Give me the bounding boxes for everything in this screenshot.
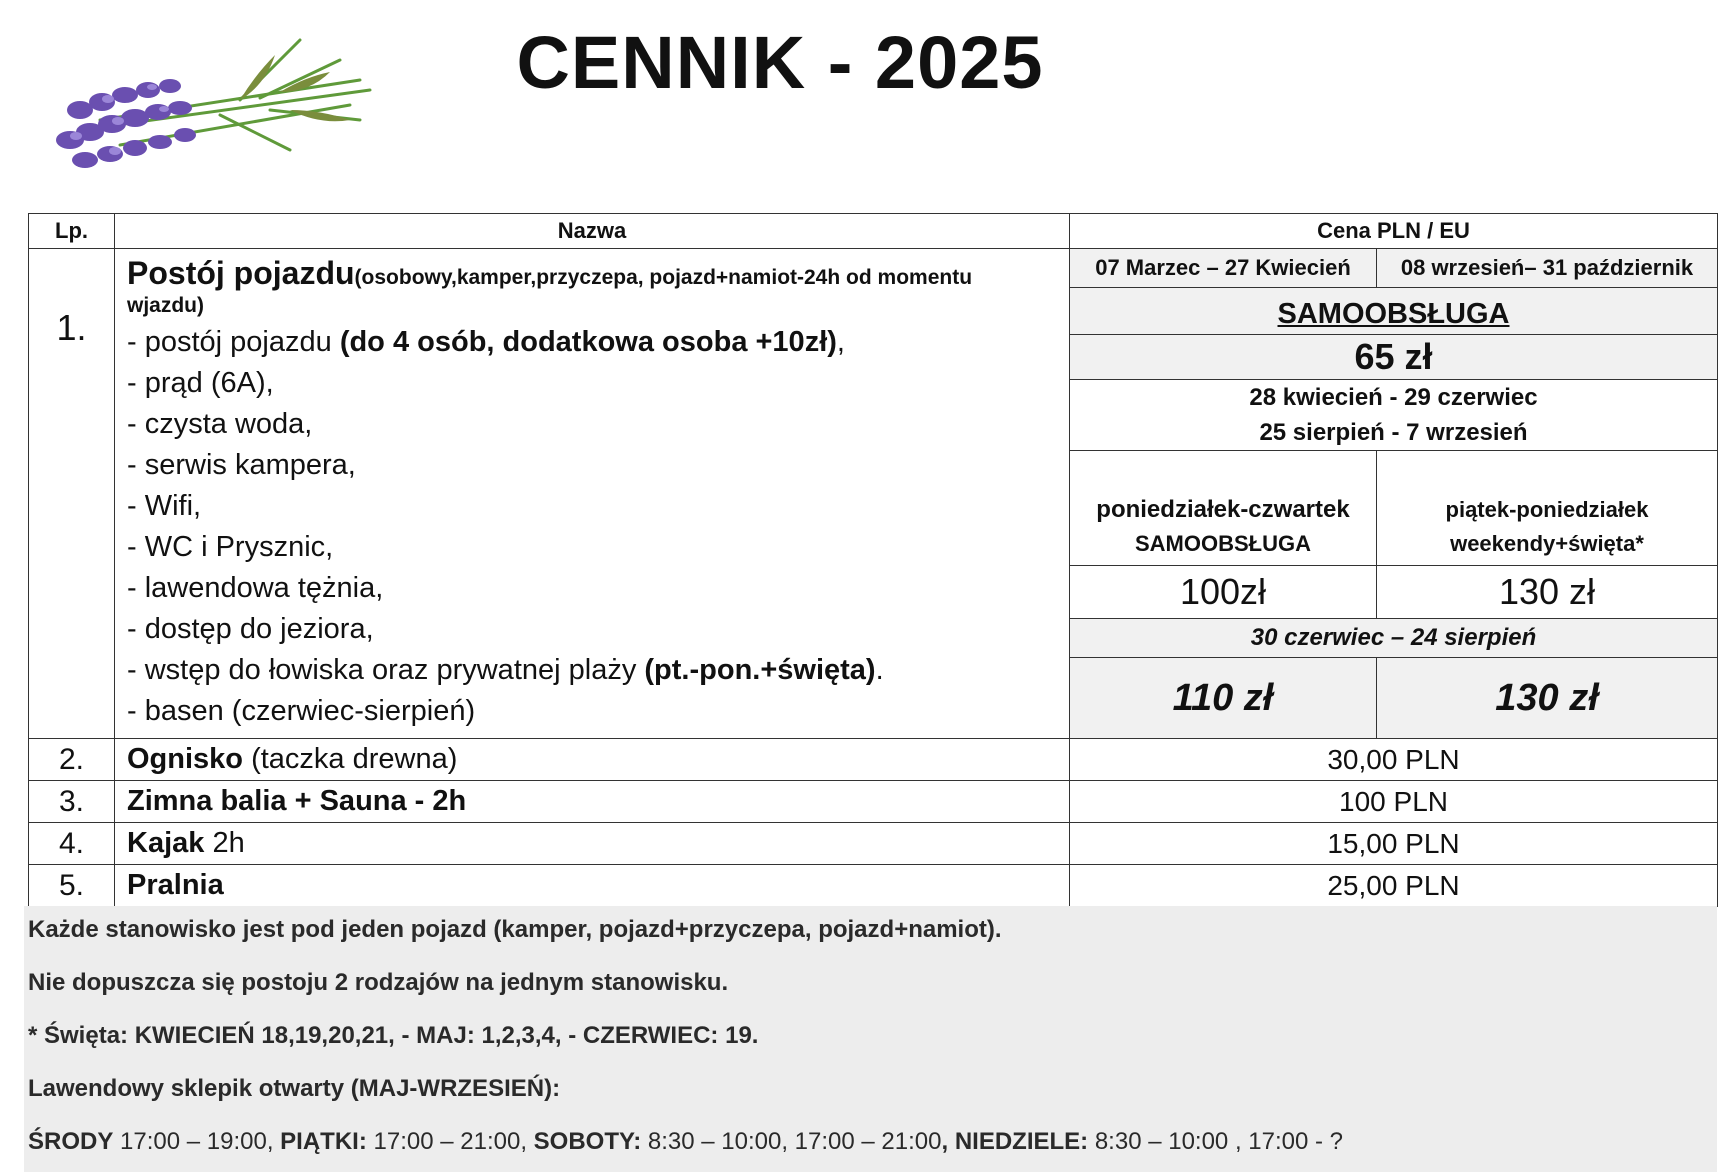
note-parking: Nie dopuszcza się postoju 2 rodzajów na jednym stanowisku.	[28, 969, 729, 996]
row-price: 100 PLN	[1070, 781, 1718, 823]
season2-weekday-price: 100zł	[1070, 566, 1377, 619]
row-price: 15,00 PLN	[1070, 823, 1718, 865]
hours-day: , NIEDZIELE:	[941, 1128, 1089, 1155]
hours-time: 8:30 – 10:00, 17:00 – 21:00	[641, 1128, 942, 1155]
price-table	[28, 213, 1718, 907]
notes-section	[24, 906, 1717, 1172]
feature-text: ,	[836, 326, 845, 358]
note-shop: Lawendowy sklepik otwarty (MAJ-WRZESIEŃ):	[28, 1075, 561, 1102]
row-lp: 4.	[29, 823, 115, 865]
season2-dates	[1070, 380, 1718, 451]
season3-weekend-price: 130 zł	[1377, 658, 1718, 739]
row-name	[115, 739, 1070, 781]
hours-time: 8:30 – 10:00 , 17:00 - ?	[1088, 1128, 1344, 1155]
item1-title-sub: (osobowy,kamper,przyczepa, pojazd+namiot-24h od momentu	[354, 266, 973, 289]
table-row	[29, 739, 1718, 781]
list-item: - dostęp do jeziora,	[127, 613, 374, 645]
table-row	[29, 823, 1718, 865]
note-holidays: * Święta: KWIECIEŃ 18,19,20,21, - MAJ: 1,2,3,4, - CZERWIEC: 19.	[28, 1022, 759, 1049]
table-row	[29, 865, 1718, 907]
weekday-label: poniedziałek-czwartek	[1096, 496, 1350, 523]
season1-range-a: 07 Marzec – 27 Kwiecień	[1070, 249, 1377, 288]
row-price: 25,00 PLN	[1070, 865, 1718, 907]
row-name	[115, 823, 1070, 865]
row-name	[115, 781, 1070, 823]
row-lp: 5.	[29, 865, 115, 907]
row-price: 30,00 PLN	[1070, 739, 1718, 781]
feature-text: .	[875, 654, 884, 686]
hours-day: PIĄTKI:	[280, 1128, 367, 1155]
row-lp: 3.	[29, 781, 115, 823]
note-hours	[28, 1128, 1343, 1156]
list-item	[127, 322, 1057, 363]
weekday-sub: SAMOOBSŁUGA	[1135, 531, 1311, 556]
hours-time: 17:00 – 21:00,	[366, 1128, 534, 1155]
list-item: - lawendowa tężnia,	[127, 572, 384, 604]
item1-name-cell	[115, 249, 1070, 739]
item1-row-dates	[29, 249, 1718, 288]
list-item: - serwis kampera,	[127, 449, 356, 481]
item1-lp: 1.	[29, 249, 115, 739]
hours-time: 17:00 – 19:00,	[113, 1128, 281, 1155]
column-header-price: Cena PLN / EU	[1070, 214, 1718, 249]
season2-range-a: 28 kwiecień - 29 czerwiec	[1249, 384, 1538, 411]
list-item: - WC i Prysznic,	[127, 531, 334, 563]
list-item: - Wifi,	[127, 490, 202, 522]
row-name-bold: Zimna balia + Sauna - 2h	[127, 785, 467, 817]
list-item	[127, 650, 1057, 691]
row-lp: 2.	[29, 739, 115, 781]
table-header-row	[29, 214, 1718, 249]
row-name-bold: Ognisko	[127, 743, 244, 775]
season1-label: SAMOOBSŁUGA	[1070, 288, 1718, 335]
list-item: - basen (czerwiec-sierpień)	[127, 695, 476, 727]
table-row	[29, 781, 1718, 823]
season2-weekend-price: 130 zł	[1377, 566, 1718, 619]
season3-range: 30 czerwiec – 24 sierpień	[1070, 619, 1718, 658]
season2-weekday-cell	[1070, 451, 1377, 566]
weekend-label: piątek-poniedziałek	[1445, 497, 1649, 522]
season2-range-b: 25 sierpień - 7 wrzesień	[1259, 419, 1528, 446]
column-header-name: Nazwa	[115, 214, 1070, 249]
feature-text: - wstęp do łowiska oraz prywatnej plaży	[127, 654, 645, 686]
column-header-lp: Lp.	[29, 214, 115, 249]
hours-day: ŚRODY	[28, 1128, 114, 1155]
item1-title: Postój pojazdu	[127, 255, 355, 291]
row-name-bold: Kajak	[127, 827, 205, 859]
weekend-sub: weekendy+święta*	[1450, 531, 1644, 556]
page-title: CENNIK - 2025	[516, 21, 1044, 104]
row-name-rest: 2h	[204, 827, 245, 859]
feature-bold: (do 4 osób, dodatkowa osoba +10zł)	[339, 326, 837, 358]
note-vehicle: Każde stanowisko jest pod jeden pojazd (kamper, pojazd+przyczepa, pojazd+namiot).	[28, 916, 1002, 943]
season2-weekend-cell	[1377, 451, 1718, 566]
feature-bold: (pt.-pon.+święta)	[644, 654, 876, 686]
item1-title-sub2: wjazdu)	[127, 294, 204, 317]
row-name-bold: Pralnia	[127, 869, 224, 901]
list-item: - czysta woda,	[127, 408, 313, 440]
list-item: - prąd (6A),	[127, 367, 274, 399]
season1-range-b: 08 wrzesień– 31 październik	[1377, 249, 1718, 288]
row-name	[115, 865, 1070, 907]
hours-day: SOBOTY:	[533, 1128, 642, 1155]
season1-price: 65 zł	[1070, 335, 1718, 380]
season3-weekday-price: 110 zł	[1070, 658, 1377, 739]
feature-text: - postój pojazdu	[127, 326, 340, 358]
row-name-rest: (taczka drewna)	[243, 743, 458, 775]
item1-feature-list	[127, 322, 1057, 732]
